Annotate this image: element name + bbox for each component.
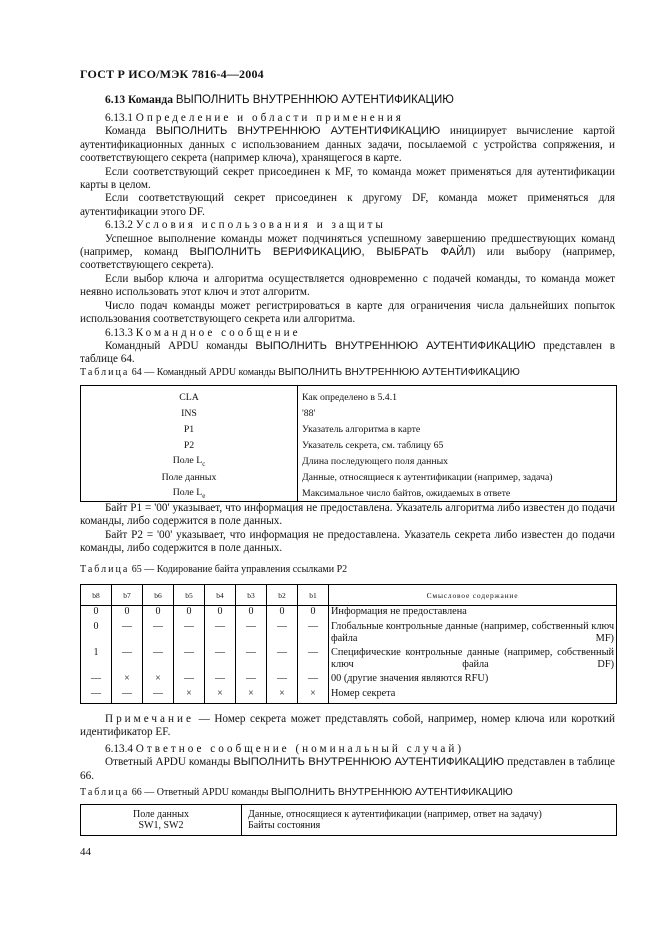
table-65-bit: — bbox=[298, 621, 329, 647]
table-65-bit: — bbox=[236, 621, 267, 647]
table-65-meaning: 00 (другие значения являются RFU) bbox=[329, 673, 617, 688]
table-65-row bbox=[81, 647, 617, 673]
table-65 bbox=[80, 584, 617, 704]
table-65-header-cell: b1 bbox=[298, 585, 329, 606]
section-body-4 bbox=[80, 743, 615, 783]
table-65-bit: — bbox=[267, 647, 298, 673]
table-64-key: INS bbox=[81, 405, 298, 421]
paragraph: Байт P2 = '00' указывает, что информация не предоставлена. Указатель секрета либо известен до подачи команды, либо содержится в поле данных. bbox=[80, 528, 615, 555]
table-65-bit: — bbox=[112, 688, 143, 704]
table-65-bit: — bbox=[143, 621, 174, 647]
table-64-row bbox=[81, 386, 617, 406]
table-64-caption: Таблица 64 — Командный APDU команды ВЫПОЛНИТЬ ВНУТРЕННЮЮ АУТЕНТИФИКАЦИЮ bbox=[80, 367, 520, 378]
table-66 bbox=[80, 804, 617, 836]
page-number: 44 bbox=[80, 846, 91, 858]
table-65-header-cell: b4 bbox=[205, 585, 236, 606]
table-66-right: Данные, относящиеся к аутентификации (например, ответ на задачу) Байты состояния bbox=[242, 805, 617, 836]
table-65-header-cell: Смысловое содержание bbox=[329, 585, 617, 606]
paragraph: Если соответствующий секрет присоединен к MF, то команда может применяться для аутентификации карты в целом. bbox=[80, 165, 615, 192]
table-66-left: Поле данных SW1, SW2 bbox=[81, 805, 242, 836]
table-65-header-cell: b6 bbox=[143, 585, 174, 606]
table-64-value: Указатель алгоритма в карте bbox=[298, 421, 617, 437]
paragraph: Байт P1 = '00' указывает, что информация не предоставлена. Указатель алгоритма либо известен до подачи команды, либо содержится в поле данных. bbox=[80, 502, 615, 528]
paragraph: Ответный APDU команды ВЫПОЛНИТЬ ВНУТРЕННЮЮ АУТЕНТИФИКАЦИЮ представлен в таблице 66. bbox=[80, 756, 615, 782]
table-65-bit: — bbox=[112, 647, 143, 673]
table-65-bit: × bbox=[174, 688, 205, 704]
table-65-bit: — bbox=[298, 673, 329, 688]
table-65-bit: × bbox=[267, 688, 298, 704]
table-65-meaning: Специфические контрольные данные (например, собственный ключ файла DF) bbox=[329, 647, 617, 673]
table-65-header-cell: b3 bbox=[236, 585, 267, 606]
table-66-caption: Таблица 66 — Ответный APDU команды ВЫПОЛНИТЬ ВНУТРЕННЮЮ АУТЕНТИФИКАЦИЮ bbox=[80, 787, 513, 798]
paragraph: Командный APDU команды ВЫПОЛНИТЬ ВНУТРЕННЮЮ АУТЕНТИФИКАЦИЮ представлен в таблице 64. bbox=[80, 339, 615, 366]
table-65-header-cell: b8 bbox=[81, 585, 112, 606]
table-65-bit: × bbox=[143, 673, 174, 688]
table-65-bit: — bbox=[267, 621, 298, 647]
table-64-row bbox=[81, 453, 617, 469]
table-65-bit: 1 bbox=[81, 647, 112, 673]
table-65-bit: — bbox=[81, 673, 112, 688]
table-65-meaning: Глобальные контрольные данные (например, собственный ключ файла MF) bbox=[329, 621, 617, 647]
table-65-bit: 0 bbox=[143, 606, 174, 622]
section-body-1 bbox=[80, 112, 615, 367]
table-65-bit: 0 bbox=[81, 621, 112, 647]
table-65-row bbox=[81, 688, 617, 704]
after-table-64 bbox=[80, 502, 615, 556]
paragraph: Число подач команды может регистрироваться в карте для ограничения числа дальнейших попыток использования соответствующего секрета или алгоритма. bbox=[80, 299, 615, 326]
table-64-value: Указатель секрета, см. таблицу 65 bbox=[298, 437, 617, 453]
table-65-bit: 0 bbox=[298, 606, 329, 622]
table-64-value: '88' bbox=[298, 405, 617, 421]
table-65-bit: — bbox=[174, 647, 205, 673]
table-65-header-cell: b7 bbox=[112, 585, 143, 606]
table-65-bit: × bbox=[205, 688, 236, 704]
table-65-caption: Таблица 65 — Кодирование байта управления ссылками P2 bbox=[80, 564, 348, 575]
table-64-key: Поле $L_e$ bbox=[81, 485, 298, 502]
table-65-bit: — bbox=[205, 621, 236, 647]
table-65-bit: — bbox=[236, 647, 267, 673]
subsection-heading: 6.13.4 Ответное сообщение (номинальный случай) bbox=[105, 743, 465, 755]
table-65-bit: × bbox=[298, 688, 329, 704]
section-title: 6.13 Команда ВЫПОЛНИТЬ ВНУТРЕННЮЮ АУТЕНТИФИКАЦИЮ bbox=[105, 94, 454, 106]
table-65-row bbox=[81, 621, 617, 647]
table-64-row bbox=[81, 437, 617, 453]
subsection-heading: 6.13.3 Командное сообщение bbox=[105, 326, 301, 339]
table-64-row bbox=[81, 485, 617, 502]
paragraph: Команда ВЫПОЛНИТЬ ВНУТРЕННЮЮ АУТЕНТИФИКАЦИЮ инициирует вычисление картой аутентификационных данных с использованием данных задачи, посылаемой с устройства сопряжения, и соответствующего секрета (например ключа), хранящегося в карте. bbox=[80, 125, 615, 165]
table-65-bit: — bbox=[143, 688, 174, 704]
table-65-bit: — bbox=[143, 647, 174, 673]
note: Примечание — Номер секрета может представлять собой, например, номер ключа или короткий идентификатор EF. bbox=[80, 713, 615, 739]
table-64-value: Длина последующего поля данных bbox=[298, 453, 617, 469]
table-64-key: P1 bbox=[81, 421, 298, 437]
table-65-header bbox=[81, 585, 617, 606]
table-64-key: CLA bbox=[81, 386, 298, 406]
subsection-heading: 6.13.2 Условия использования и защиты bbox=[105, 219, 386, 232]
table-65-header-cell: b2 bbox=[267, 585, 298, 606]
table-65-bit: 0 bbox=[205, 606, 236, 622]
table-64 bbox=[80, 385, 617, 502]
table-65-bit: 0 bbox=[174, 606, 205, 622]
subsection-heading: 6.13.1 Определение и области применения bbox=[105, 112, 404, 124]
table-65-bit: × bbox=[236, 688, 267, 704]
table-65-header-cell: b5 bbox=[174, 585, 205, 606]
table-65-bit: 0 bbox=[267, 606, 298, 622]
table-65-bit: — bbox=[236, 673, 267, 688]
table-64-key: P2 bbox=[81, 437, 298, 453]
table-65-bit: 0 bbox=[81, 606, 112, 622]
table-65-bit: — bbox=[112, 621, 143, 647]
table-64-row bbox=[81, 421, 617, 437]
table-65-row bbox=[81, 606, 617, 622]
table-64-key: Поле $L_c$ bbox=[81, 453, 298, 469]
table-64-key: Поле данных bbox=[81, 469, 298, 485]
table-65-meaning: Номер секрета bbox=[329, 688, 617, 704]
paragraph: Успешное выполнение команды может подчиняться успешному завершению предшествующих команд (например, команд ВЫПОЛНИТЬ ВЕРИФИКАЦИЮ, ВЫБРАТЬ ФАЙЛ) или выбору (например, соответствующего секрета). bbox=[80, 232, 615, 272]
table-64-value: Как определено в 5.4.1 bbox=[298, 386, 617, 406]
table-64-row bbox=[81, 405, 617, 421]
table-65-bit: — bbox=[205, 673, 236, 688]
table-64-value: Данные, относящиеся к аутентификации (например, задача) bbox=[298, 469, 617, 485]
document-header: ГОСТ Р ИСО/МЭК 7816-4—2004 bbox=[80, 67, 264, 81]
table-65-bit: — bbox=[81, 688, 112, 704]
table-65-bit: — bbox=[205, 647, 236, 673]
table-65-meaning: Информация не предоставлена bbox=[329, 606, 617, 622]
table-65-bit: 0 bbox=[236, 606, 267, 622]
table-65-bit: × bbox=[112, 673, 143, 688]
table-65-bit: — bbox=[298, 647, 329, 673]
table-64-row bbox=[81, 469, 617, 485]
table-64-value: Максимальное число байтов, ожидаемых в ответе bbox=[298, 485, 617, 502]
paragraph: Если выбор ключа и алгоритма осуществляется одновременно с подачей команды, то команда может неявно использовать этот ключ и этот алгоритм. bbox=[80, 272, 615, 299]
table-65-bit: — bbox=[174, 673, 205, 688]
table-65-row bbox=[81, 673, 617, 688]
table-65-bit: — bbox=[267, 673, 298, 688]
paragraph: Если соответствующий секрет присоединен к другому DF, команда может применяться для аутентификации этого DF. bbox=[80, 192, 615, 218]
table-65-bit: 0 bbox=[112, 606, 143, 622]
table-65-bit: — bbox=[174, 621, 205, 647]
